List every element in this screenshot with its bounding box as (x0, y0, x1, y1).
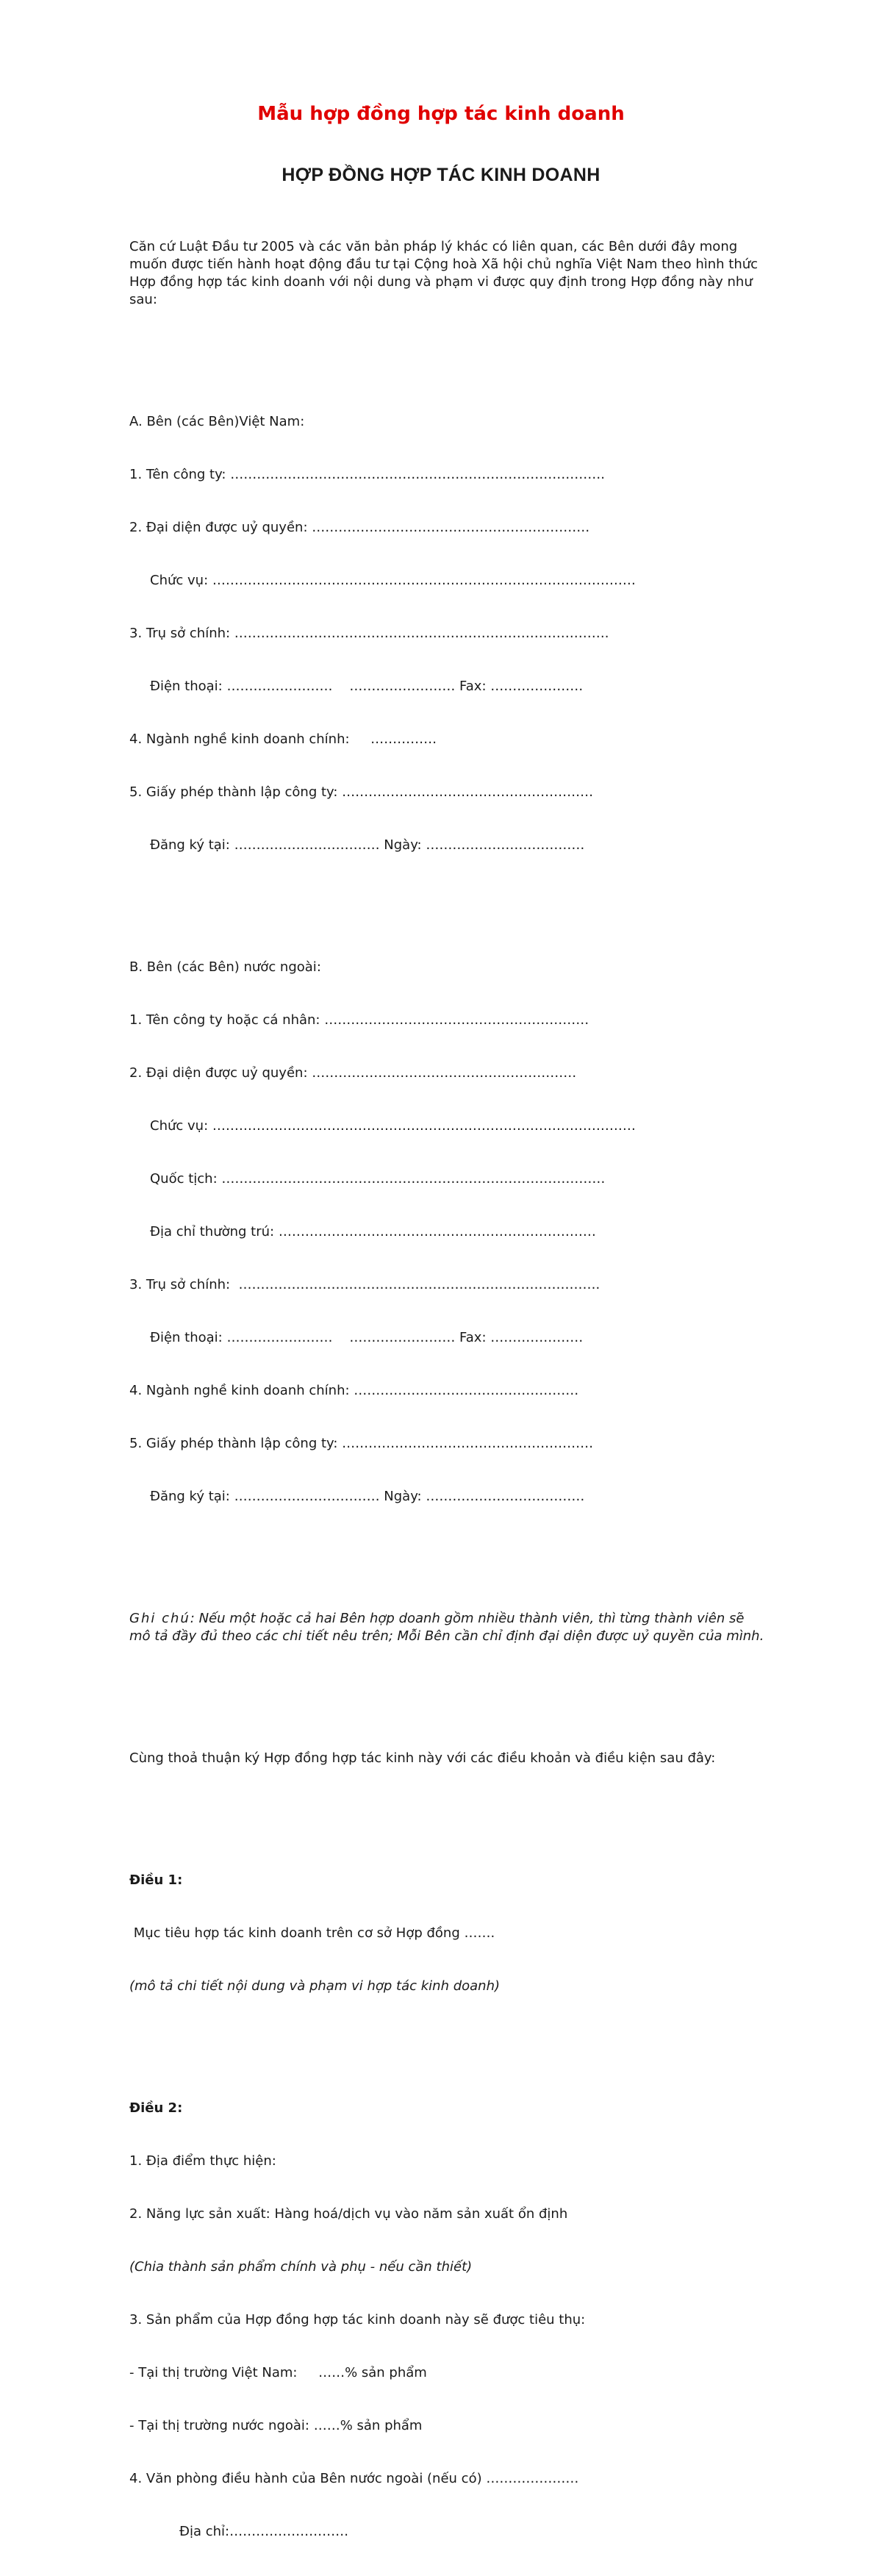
article-2-office: 4. Văn phòng điều hành của Bên nước ngoài (nếu có) ………………… (129, 2471, 579, 2486)
article-2-capacity-note: (Chia thành sản phẩm chính và phụ - nếu cần thiết) (129, 2259, 473, 2275)
spacer (129, 1681, 769, 1697)
spacer (129, 2031, 769, 2047)
article-1-objective: Mục tiêu hợp tác kinh doanh trên cơ sở Hợp đồng ……. (129, 1925, 495, 1941)
article-1-description: (mô tả chi tiết nội dung và phạm vi hợp tác kinh doanh) (129, 1978, 501, 1994)
party-b-headquarters: 3. Trụ sở chính: ………………………………………………………………………. (129, 1277, 600, 1292)
party-a-position: Chức vụ: …………………………………………………………………………………… (150, 573, 636, 588)
party-b-phone-fax: Điện thoại: …………………… …………………… Fax: ………………… (150, 1330, 584, 1345)
note-paragraph (129, 1610, 769, 1645)
article-2-heading: Điều 2: (129, 2100, 183, 2116)
party-a-headquarters: 3. Trụ sở chính: …………………………………………………………………………. (129, 626, 609, 641)
party-a-heading: A. Bên (các Bên)Việt Nam: (129, 414, 305, 429)
spacer (129, 1803, 769, 1819)
party-b-nationality: Quốc tịch: …………………………………………………………………………… (150, 1171, 606, 1187)
party-b-registration: Đăng ký tại: …………………………… Ngày: ……………………………… (150, 1489, 585, 1504)
party-b-business-line: 4. Ngành nghề kinh doanh chính: …………………………………………… (129, 1383, 579, 1398)
contract-title: HỢP ĐỒNG HỢP TÁC KINH DOANH (282, 165, 600, 185)
party-b-position: Chức vụ: …………………………………………………………………………………… (150, 1118, 636, 1134)
party-a-license: 5. Giấy phép thành lập công ty: ………………………………………………… (129, 784, 594, 800)
document-body (129, 203, 769, 2576)
party-a-business-line: 4. Ngành nghề kinh doanh chính: …………… (129, 731, 437, 747)
party-b-address: Địa chỉ thường trú: ……………………………………………………………… (150, 1224, 596, 1239)
party-b-license: 5. Giấy phép thành lập công ty: ………………………………………………… (129, 1436, 594, 1451)
preamble-paragraph: Căn cứ Luật Đầu tư 2005 và các văn bản pháp lý khác có liên quan, các Bên dưới đây mong muốn được tiến hành hoạt động đầu tư tại Cộng hoà Xã hội chủ nghĩa Việt Nam theo hình thức Hợp đồng hợp tác kinh doanh với nội dung và phạm vi được quy định trong Hợp đồng này như sau: (129, 239, 759, 307)
party-b-representative: 2. Đại diện được uỷ quyền: …………………………………………………… (129, 1065, 577, 1081)
article-2-location: 1. Địa điểm thực hiện: (129, 2153, 276, 2169)
note-text: : Nếu một hoặc cả hai Bên hợp doanh gồm nhiều thành viên, thì từng thành viên sẽ mô tả đầy đủ theo các chi tiết nêu trên; Mỗi Bên cần chỉ định đại diện được uỷ quyền của mình. (129, 1611, 764, 1644)
article-2-products: 3. Sản phẩm của Hợp đồng hợp tác kinh doanh này sẽ được tiêu thụ: (129, 2312, 586, 2328)
party-b-heading: B. Bên (các Bên) nước ngoài: (129, 959, 321, 975)
spacer (129, 890, 769, 906)
article-2-foreign-market: - Tại thị trường nước ngoài: ……% sản phẩm (129, 2418, 423, 2433)
article-1-heading: Điều 1: (129, 1872, 183, 1888)
document-red-title: Mẫu hợp đồng hợp tác kinh doanh (257, 103, 625, 125)
party-a-representative: 2. Đại diện được uỷ quyền: ……………………………………………………… (129, 520, 590, 535)
party-a-phone-fax: Điện thoại: …………………… …………………… Fax: ………………… (150, 679, 584, 694)
spacer (129, 1541, 769, 1557)
agreement-paragraph: Cùng thoả thuận ký Hợp đồng hợp tác kinh này với các điều khoản và điều kiện sau đây: (129, 1750, 716, 1766)
party-a-registration: Đăng ký tại: …………………………… Ngày: ……………………………… (150, 837, 585, 853)
party-a-company-name: 1. Tên công ty: …………………………………………………………………………. (129, 467, 605, 482)
article-2-domestic-market: - Tại thị trường Việt Nam: ……% sản phẩm (129, 2365, 427, 2380)
article-2-office-address: Địa chỉ:……………………… (179, 2524, 349, 2539)
article-2-capacity: 2. Năng lực sản xuất: Hàng hoá/dịch vụ vào năm sản xuất ổn định (129, 2206, 568, 2222)
note-label: Ghi chú (129, 1611, 190, 1626)
party-b-company-name: 1. Tên công ty hoặc cá nhân: …………………………………………………… (129, 1012, 589, 1028)
spacer (129, 344, 769, 360)
